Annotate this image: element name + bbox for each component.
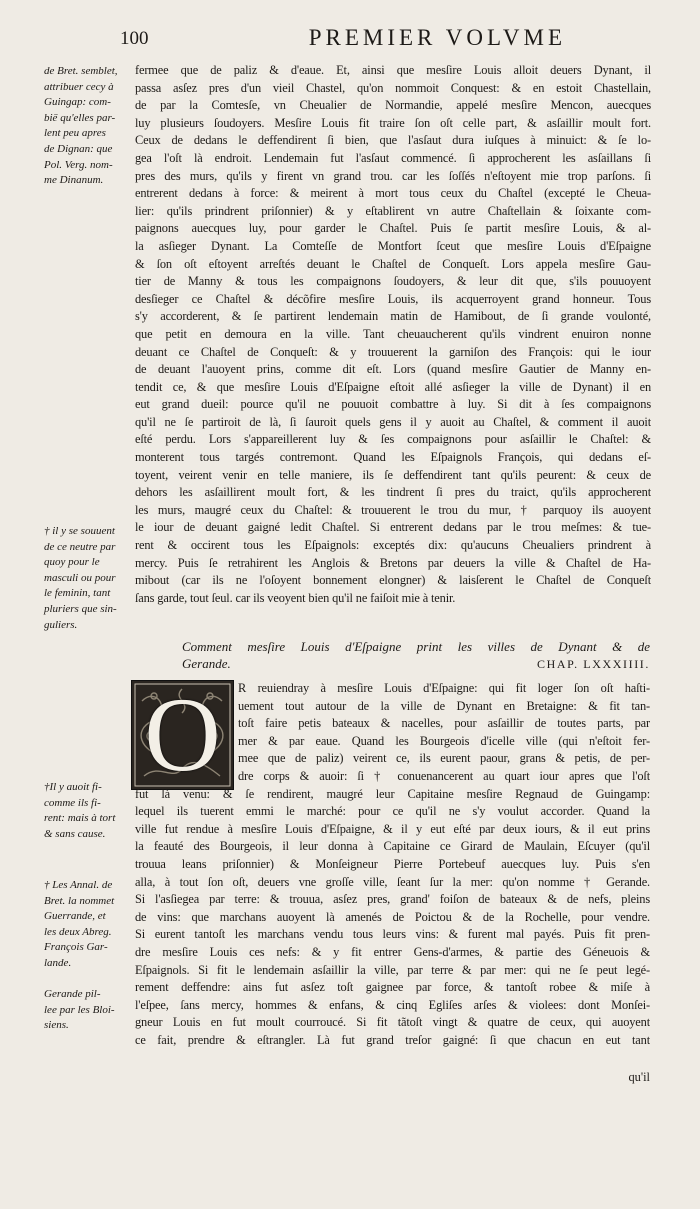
text-line: Si eurent tantoſt les marchans vendu tous leurs vins: & furent mal payés. Puis fit pren- bbox=[135, 927, 650, 942]
text-line: fermee que de paliz & d'eaue. Et, ainsi que mesſire Louis alloit deuers Dynant, il bbox=[135, 63, 651, 77]
text-line: dre corps & auoir: ſi † conuenancerent au quart iour apres que l'oſt bbox=[238, 768, 650, 783]
margin-note-line: † Les Annal. de bbox=[44, 879, 113, 891]
text-line: passa asſez pres d'un vieil Chastel, qu'on nommoit Conquest: & en estoit Chastellain, bbox=[135, 80, 651, 95]
margin-note-line: & sans cause. bbox=[44, 827, 106, 840]
running-title: PREMIER VOLVME bbox=[308, 25, 566, 50]
text-line: la asſieger Dynant. La Comteſſe de Montfort ſceut que mesſire Louis d'Eſpaigne bbox=[135, 238, 651, 253]
text-line: & ſon oſt eſtoyent arreſtés deuant le Chaſtel de Conqueſt. Lors appela mesſire Gau- bbox=[135, 256, 651, 271]
text-line: Eſpaignols. Si fit le lendemain asſaillir la ville, par terre & par mer: qui ne ſe peut legé- bbox=[135, 962, 650, 977]
margin-note-line: masculi ou pour bbox=[44, 571, 116, 584]
text-line: trouua leans priſonnier) & Monſeigneur Pierre Portebeuf auecques luy. Puis s'en bbox=[135, 856, 650, 871]
text-line: fut là venu: & ſe rendirent, maugré leur Capitaine mesſire Regnaud de Guingamp: bbox=[135, 786, 650, 801]
text-line: uement tout autour de la ville de Dynant en Bretaigne: & fit tan- bbox=[238, 698, 650, 713]
chapter-text-beside-cap bbox=[238, 680, 650, 786]
text-line: dre mesſire Louis ces nefs: & y fit entrer Gens-d'armes, & partie des Géneuois & bbox=[135, 944, 650, 959]
margin-note-line: bië qu'elles par- bbox=[44, 111, 116, 124]
text-line: dehors les asſaillirent moult fort, & les tindrent ſi pres du traict, qu'ils approcherent bbox=[135, 485, 651, 500]
text-line: de deuant l'auoyent prins, comme dit eſt. Lors (quand mesſire Gautier de Manny en- bbox=[135, 362, 651, 377]
margin-note-line: le feminin, tant bbox=[44, 587, 111, 600]
margin-note-line: attribuer cecy à bbox=[44, 80, 114, 93]
chapter-heading bbox=[160, 638, 650, 674]
chapter-title-cont: Gerande. bbox=[182, 655, 231, 671]
text-line: ſans garde, tout ſeul. car ils veoyent bien qu'il ne faiſoit mie à tenir. bbox=[135, 590, 456, 605]
margin-note-line: Gerande pil- bbox=[44, 988, 101, 1000]
text-line: desſieger ce Chaſtel & décõfire mesſire Louis, ils acquerroyent grand honneur. Tous bbox=[135, 291, 651, 306]
chapter-title: Comment mesſire Louis d'Eſpaigne print les villes de Dynant & de bbox=[182, 639, 650, 654]
margin-note-line: lee par les Bloi- bbox=[44, 1003, 115, 1016]
text-line: de par la Comtesſe, vn Cheualier de Normandie, appelé mesſire Mencon, auecques bbox=[135, 98, 651, 113]
main-text bbox=[135, 62, 651, 607]
text-line: mibout (car ils ne l'oſoyent bonnement elongner) & laisſerent le Chaſtel de Conqueſt bbox=[135, 573, 651, 588]
margin-note-line: les deux Abreg. bbox=[44, 925, 112, 938]
page-header bbox=[120, 25, 566, 58]
text-line: ce fait, prendre & eſtrangler. Là fut grand treſor gaigné: ſi que chacun en eut tant bbox=[135, 1032, 650, 1047]
margin-note-line: François Gar- bbox=[44, 941, 108, 954]
text-line: gneur Louis en fut moult courroucé. Si fit tãtoſt vingt & quatre de ceux, qui auoyent bbox=[135, 1015, 650, 1030]
margin-note-line: de ce neutre par bbox=[44, 540, 116, 553]
text-line: l'eſpee, ſans mercy, hommes & enfans, & cinq Egliſes arſes & violees: dont Monſei- bbox=[135, 997, 650, 1012]
margin-note-line: pluriers que sin- bbox=[44, 602, 117, 615]
text-line: mer & par eaue. Quand les Bourgeois d'icelle ville (qui n'eſtoit fer- bbox=[238, 733, 650, 748]
text-line: mercy. Puis ſe retrahirent les Anglois & Bretons par deuers la ville & Chaſtel de Ha- bbox=[135, 555, 651, 570]
margin-note bbox=[44, 878, 128, 972]
text-line: rent & occirent tous les Eſpaignols: exceptés dix: qu'aucuns Cheualiers prindrent à bbox=[135, 538, 651, 553]
text-line: la feauté des Bourgeois, il leur donna à Capitaine ce Girard de Maulain, Eſcuyer (qu'il bbox=[135, 839, 650, 854]
text-line: entrerent dedans à force: & meirent à mort tous ceux du Chaſtel (excepté le Cheua- bbox=[135, 186, 651, 201]
chapter-number: CHAP. LXXXIIII. bbox=[537, 656, 650, 671]
text-line: pres des murs, qu'ils y firent vn grand trou. car les ſoſſés n'eſtoyent mie trop parſons. ſi bbox=[135, 168, 651, 183]
margin-note bbox=[44, 64, 128, 189]
margin-note-line: de Dignan: que bbox=[44, 142, 113, 155]
margin-note-line: Guingap: com- bbox=[44, 96, 111, 109]
ornamental-drop-cap bbox=[131, 676, 234, 793]
text-line: Si l'asſiegea par terre: & trouua, asſez pres, grand' foiſon de bateaux & de nefs, pleins bbox=[135, 892, 650, 907]
text-line: eut grand dueil: pource qu'il ne pouuoit combattre à luy. Si dit à ſes compaignons bbox=[135, 397, 651, 412]
margin-note-line: Guerrande, et bbox=[44, 910, 106, 923]
text-line: gea l'oſt là endroit. Lendemain fut l'asſaut commencé. ſi approcherent les asſaillans ſi bbox=[135, 150, 651, 165]
text-line: tier de Manny & tous les compaignons ſoudoyers, & leur dit que, s'ils pouuoyent bbox=[135, 274, 651, 289]
margin-note-line: Bret. la nommet bbox=[44, 894, 115, 907]
margin-note bbox=[44, 780, 128, 842]
text-line: de vins: que marchans auoyent là amenés de Poictou & de la Rochelle, pour vendre. bbox=[135, 909, 650, 924]
margin-note-line: quoy pour le bbox=[44, 556, 100, 569]
margin-note-line: †Il y auoit fi- bbox=[44, 781, 102, 793]
text-line: alla, à tout ſon oſt, deuers vne groſſe ville, ſeant ſur la mer: qu'on nomme † Gerande. bbox=[135, 874, 650, 889]
text-line: ville fut rendue à mesſire Louis d'Eſpaigne, & il y eut eſté par deux iours, & il eut prins bbox=[135, 821, 650, 836]
margin-note-line: de Bret. semblet, bbox=[44, 65, 118, 77]
margin-note-line: comme ils fi- bbox=[44, 796, 101, 809]
text-line: lier: qu'ils prindrent priſonnier) & y eſtablirent vn autre Chaſtellain & ſoixante com- bbox=[135, 203, 651, 218]
text-line: le iour de deuant gaigné ledit Chaſtel. Si entrerent dedans par le trou meſmes: & tue- bbox=[135, 520, 651, 535]
margin-note-line: guliers. bbox=[44, 618, 78, 631]
text-line: eſté perdu. Lors s'appareillerent luy & ſes compaignons pour asſaillir le Chaſtel: & bbox=[135, 432, 651, 447]
margin-note-line: rent: mais à tort bbox=[44, 812, 116, 825]
text-line: qu'il ne ſe partiroit de là, ſi ſauroit quels gens il y auoit au Chaſtel, & comment il auoit bbox=[135, 414, 651, 429]
text-line: lequel ils tuerent emmi le marché: pour ce qu'il ne s'y voulut accorder. Quand la bbox=[135, 804, 650, 819]
text-line: les murs, maugré ceux du Chaſtel: & trouuerent le trou du mur, † parquoy ils auoyent bbox=[135, 502, 651, 517]
margin-note-line: siens. bbox=[44, 1019, 69, 1032]
catchword: qu'il bbox=[628, 1070, 650, 1084]
text-line: luy plusieurs ſoudoyers. Mesſire Louis fit traire ſon oſt celle part, & asſaillir moult fort. bbox=[135, 115, 651, 130]
text-line: que petit en demoura en la ville. Tant cheuaucherent qu'ils vindrent enuiron nonne bbox=[135, 326, 651, 341]
text-line: tendit ce, & que mesſire Louis d'Eſpaigne eſtoit allé asſieger la ville de Dynant) il en bbox=[135, 379, 651, 394]
margin-note bbox=[44, 524, 128, 633]
text-line: monterent tous targés contremont. Quand les Eſpaignols François, qui dedans eſ- bbox=[135, 450, 651, 465]
margin-note-line: me Dinanum. bbox=[44, 174, 104, 187]
text-line: paignons auecques luy, pour garder le Chaſtel. Puis ſe partit mesſire Louis, & al- bbox=[135, 221, 651, 236]
text-line: rement deffendre: ains fut asſez toſt gaignee par force, & tantoſt robee & miſe à bbox=[135, 980, 650, 995]
margin-note-line: lent peu apres bbox=[44, 127, 106, 140]
margin-note bbox=[44, 987, 128, 1034]
margin-note-line: lande. bbox=[44, 956, 72, 969]
text-line: Ceux de dedans le deffendirent ſi bien, que l'asſaut dura iuſques à minuict: & ſe lo- bbox=[135, 133, 651, 148]
page-number: 100 bbox=[120, 28, 149, 49]
margin-note-line: † il y se souuent bbox=[44, 525, 115, 537]
margin-note-line: Pol. Verg. nom- bbox=[44, 158, 113, 171]
text-line: R reuiendray à mesſire Louis d'Eſpaigne: qui fit loger ſon oſt haſti- bbox=[238, 681, 650, 695]
text-line: s'y accorderent, & ſe partirent lendemain matin de Hamibout, de ſi grande voulonté, bbox=[135, 309, 651, 324]
text-line: toyent, veirent venir en telle maniere, ils ſe deffendirent tant qu'ils peurent: & ceux de bbox=[135, 467, 651, 482]
drop-cap-letter: O bbox=[144, 676, 221, 793]
text-line: toſt faire petis bateaux & nacelles, pour asſaillir de toutes parts, par bbox=[238, 716, 650, 731]
text-line: deuant ce Chaſtel de Conqueſt: & y trouuerent la garniſon des François: qui le iour bbox=[135, 344, 651, 359]
text-line: mee que de paliz) veirent ce, ils eurent paour, grans & petis, de per- bbox=[238, 751, 650, 766]
chapter-text bbox=[135, 786, 650, 1050]
